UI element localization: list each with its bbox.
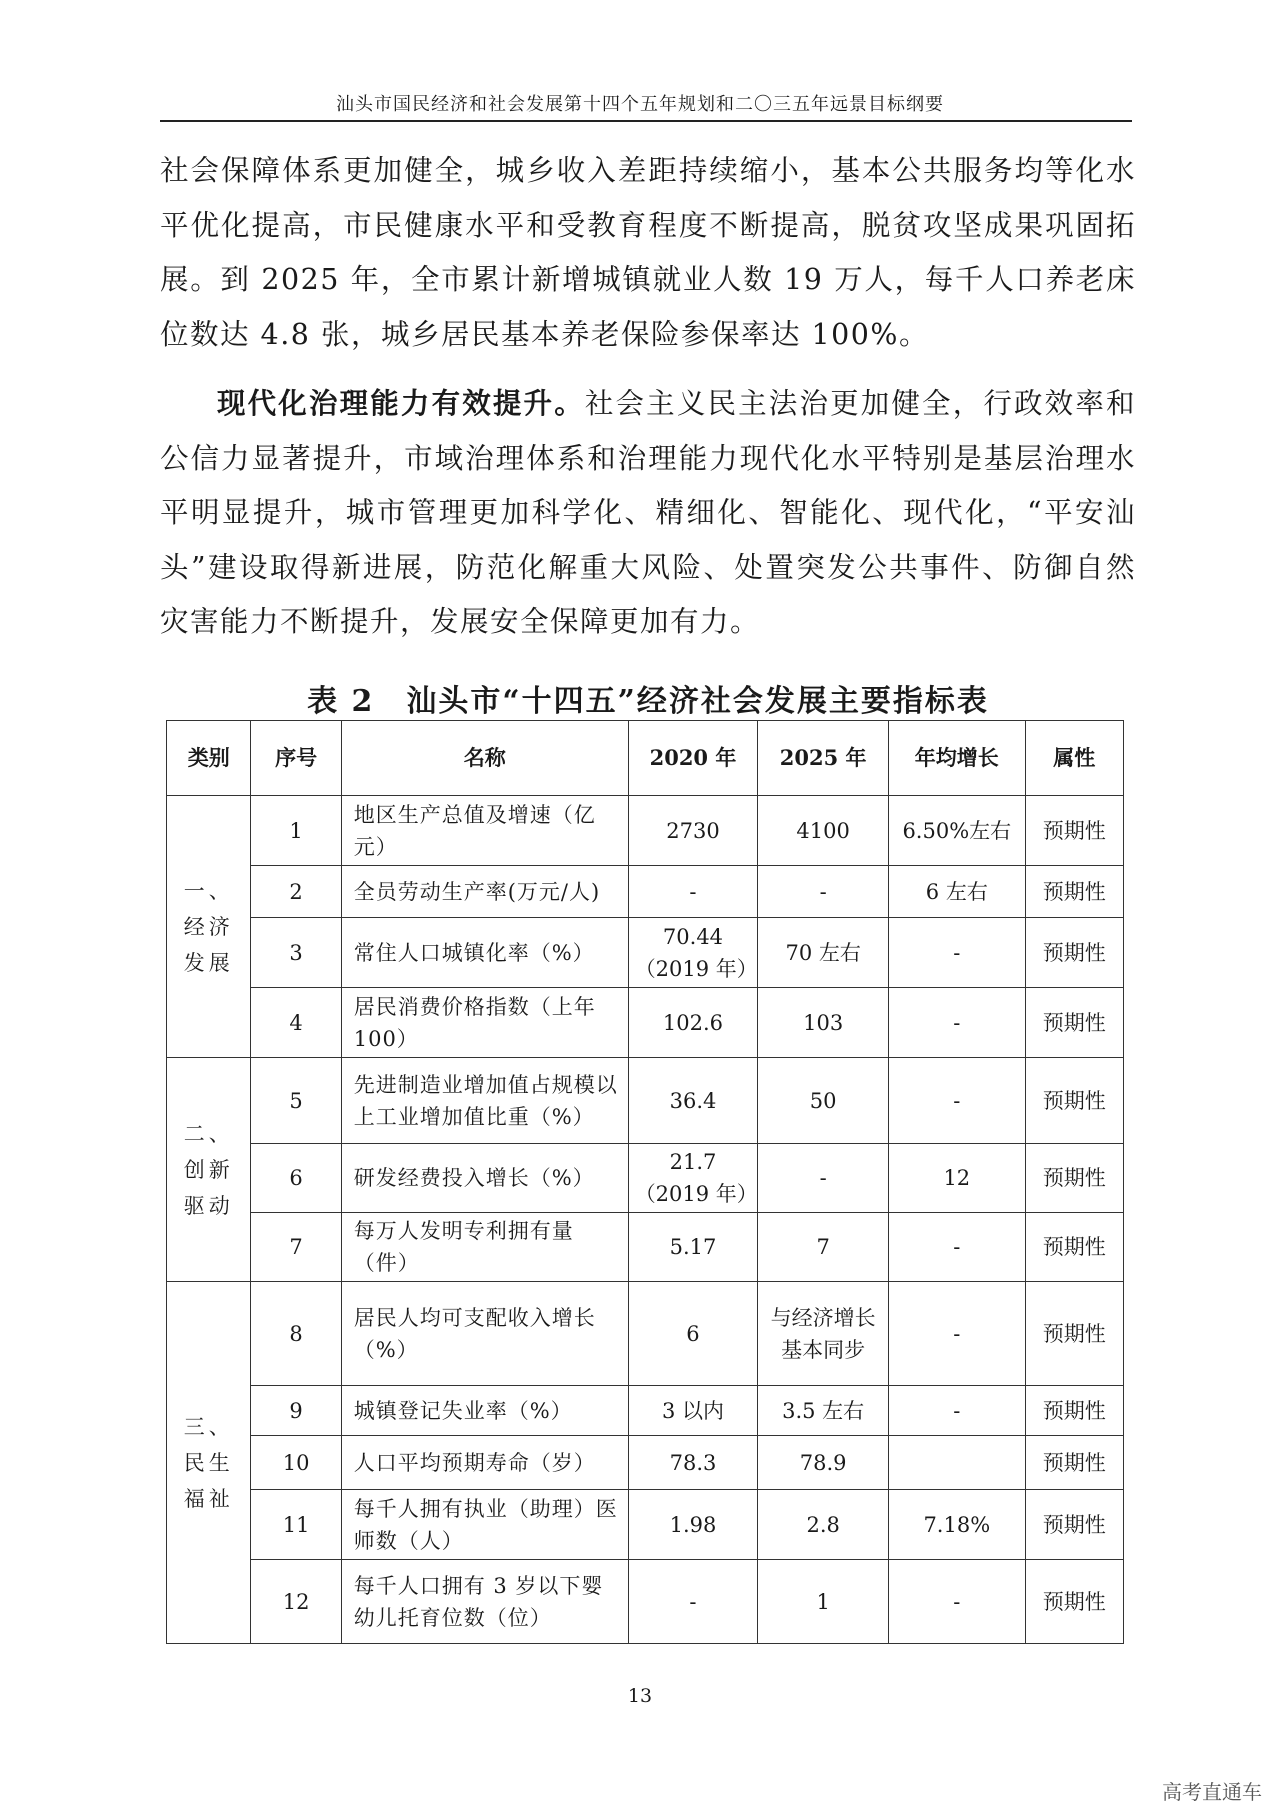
cell-growth: 6 左右 (889, 866, 1026, 918)
table-row (167, 988, 1124, 1058)
cell-2020: 2730 (628, 796, 758, 866)
cell-2020: 21.7（2019 年） (628, 1144, 758, 1213)
cell-attribute: 预期性 (1025, 1386, 1123, 1436)
cell-name: 地区生产总值及增速（亿元） (341, 796, 628, 866)
cell-2025: - (758, 1144, 889, 1213)
cell-2025: 1 (758, 1560, 889, 1644)
cell-2020: 1.98 (628, 1490, 758, 1560)
table-row (167, 796, 1124, 866)
cell-growth: - (889, 988, 1026, 1058)
header-attribute: 属性 (1025, 721, 1123, 796)
cell-attribute: 预期性 (1025, 988, 1123, 1058)
cell-2020: 102.6 (628, 988, 758, 1058)
cell-growth: - (889, 1560, 1026, 1644)
cell-growth: - (889, 1282, 1026, 1386)
category-innovation: 二、创新驱动 (167, 1058, 251, 1282)
cell-2020: 36.4 (628, 1058, 758, 1144)
cell-2025: 78.9 (758, 1436, 889, 1490)
cell-name: 先进制造业增加值占规模以上工业增加值比重（%） (341, 1058, 628, 1144)
cell-attribute: 预期性 (1025, 1058, 1123, 1144)
table-header-row (167, 721, 1124, 796)
cell-growth: 6.50%左右 (889, 796, 1026, 866)
cell-growth: 12 (889, 1144, 1026, 1213)
cell-index: 8 (251, 1282, 341, 1386)
cell-attribute: 预期性 (1025, 1436, 1123, 1490)
header-growth: 年均增长 (889, 721, 1026, 796)
cell-name: 每千人口拥有 3 岁以下婴幼儿托育位数（位） (341, 1560, 628, 1644)
cell-2020: 3 以内 (628, 1386, 758, 1436)
cell-attribute: 预期性 (1025, 1490, 1123, 1560)
cell-index: 7 (251, 1213, 341, 1282)
header-2020: 2020 年 (628, 721, 758, 796)
cell-2020: 70.44（2019 年） (628, 918, 758, 988)
header-category: 类别 (167, 721, 251, 796)
paragraph-social-security: 社会保障体系更加健全，城乡收入差距持续缩小，基本公共服务均等化水平优化提高，市民健康水平和受教育程度不断提高，脱贫攻坚成果巩固拓展。到 2025 年，全市累计新增城镇就业人数 19 万人，每千人口养老床位数达 4.8 张，城乡居民基本养老保险参保率达 100%。 (160, 154, 1136, 351)
paragraph-governance (160, 376, 1136, 650)
table-title: 表 2 汕头市“十四五”经济社会发展主要指标表 (307, 684, 989, 719)
header-2025: 2025 年 (758, 721, 889, 796)
table-row (167, 1213, 1124, 1282)
cell-index: 1 (251, 796, 341, 866)
cell-name: 居民消费价格指数（上年 100） (341, 988, 628, 1058)
table-row (167, 1560, 1124, 1644)
cell-index: 10 (251, 1436, 341, 1490)
cell-attribute: 预期性 (1025, 866, 1123, 918)
table-row (167, 1144, 1124, 1213)
cell-name: 研发经费投入增长（%） (341, 1144, 628, 1213)
cell-2020: - (628, 1560, 758, 1644)
cell-2025: 103 (758, 988, 889, 1058)
header-rule (160, 120, 1132, 122)
category-livelihood: 三、民生福祉 (167, 1282, 251, 1644)
table-row (167, 918, 1124, 988)
cell-index: 9 (251, 1386, 341, 1436)
cell-2025: 70 左右 (758, 918, 889, 988)
cell-2025: 7 (758, 1213, 889, 1282)
header-index: 序号 (251, 721, 341, 796)
cell-2020: - (628, 866, 758, 918)
cell-attribute: 预期性 (1025, 1144, 1123, 1213)
category-economic: 一、经济发展 (167, 796, 251, 1058)
cell-attribute: 预期性 (1025, 1282, 1123, 1386)
cell-2025: 3.5 左右 (758, 1386, 889, 1436)
cell-attribute: 预期性 (1025, 796, 1123, 866)
cell-name: 居民人均可支配收入增长（%） (341, 1282, 628, 1386)
cell-attribute: 预期性 (1025, 1213, 1123, 1282)
cell-index: 11 (251, 1490, 341, 1560)
cell-growth: - (889, 1386, 1026, 1436)
cell-name: 每千人拥有执业（助理）医师数（人） (341, 1490, 628, 1560)
cell-index: 4 (251, 988, 341, 1058)
cell-growth: - (889, 1213, 1026, 1282)
cell-growth: - (889, 1058, 1026, 1144)
table-row (167, 1386, 1124, 1436)
cell-growth: 7.18% (889, 1490, 1026, 1560)
cell-2020: 78.3 (628, 1436, 758, 1490)
page-number: 13 (627, 1685, 653, 1707)
table-row (167, 1490, 1124, 1560)
table-row (167, 866, 1124, 918)
cell-name: 常住人口城镇化率（%） (341, 918, 628, 988)
body-text (160, 144, 1136, 650)
watermark: 高考直通车 (1162, 1780, 1262, 1804)
cell-2020: 5.17 (628, 1213, 758, 1282)
cell-index: 2 (251, 866, 341, 918)
cell-2025: 4100 (758, 796, 889, 866)
indicators-table (166, 720, 1124, 1644)
running-header: 汕头市国民经济和社会发展第十四个五年规划和二〇三五年远景目标纲要 (336, 94, 944, 115)
cell-2020: 6 (628, 1282, 758, 1386)
cell-index: 6 (251, 1144, 341, 1213)
cell-attribute: 预期性 (1025, 918, 1123, 988)
cell-index: 5 (251, 1058, 341, 1144)
cell-2025: 与经济增长基本同步 (758, 1282, 889, 1386)
cell-name: 城镇登记失业率（%） (341, 1386, 628, 1436)
paragraph-governance-heading: 现代化治理能力有效提升。 (217, 386, 585, 420)
table-row (167, 1436, 1124, 1490)
table-row (167, 1282, 1124, 1386)
cell-index: 12 (251, 1560, 341, 1644)
cell-2025: - (758, 866, 889, 918)
cell-2025: 50 (758, 1058, 889, 1144)
cell-name: 每万人发明专利拥有量（件） (341, 1213, 628, 1282)
cell-growth: - (889, 918, 1026, 988)
cell-2025: 2.8 (758, 1490, 889, 1560)
cell-index: 3 (251, 918, 341, 988)
cell-name: 人口平均预期寿命（岁） (341, 1436, 628, 1490)
paragraph-governance-text: 社会主义民主法治更加健全，行政效率和公信力显著提升，市域治理体系和治理能力现代化水平特别是基层治理水平明显提升，城市管理更加科学化、精细化、智能化、现代化，“平安汕头”建设取得新进展，防范化解重大风险、处置突发公共事件、防御自然灾害能力不断提升，发展安全保障更加有力。 (160, 387, 1136, 638)
cell-name: 全员劳动生产率(万元/人) (341, 866, 628, 918)
header-name: 名称 (341, 721, 628, 796)
table-row (167, 1058, 1124, 1144)
cell-attribute: 预期性 (1025, 1560, 1123, 1644)
cell-growth (889, 1436, 1026, 1490)
